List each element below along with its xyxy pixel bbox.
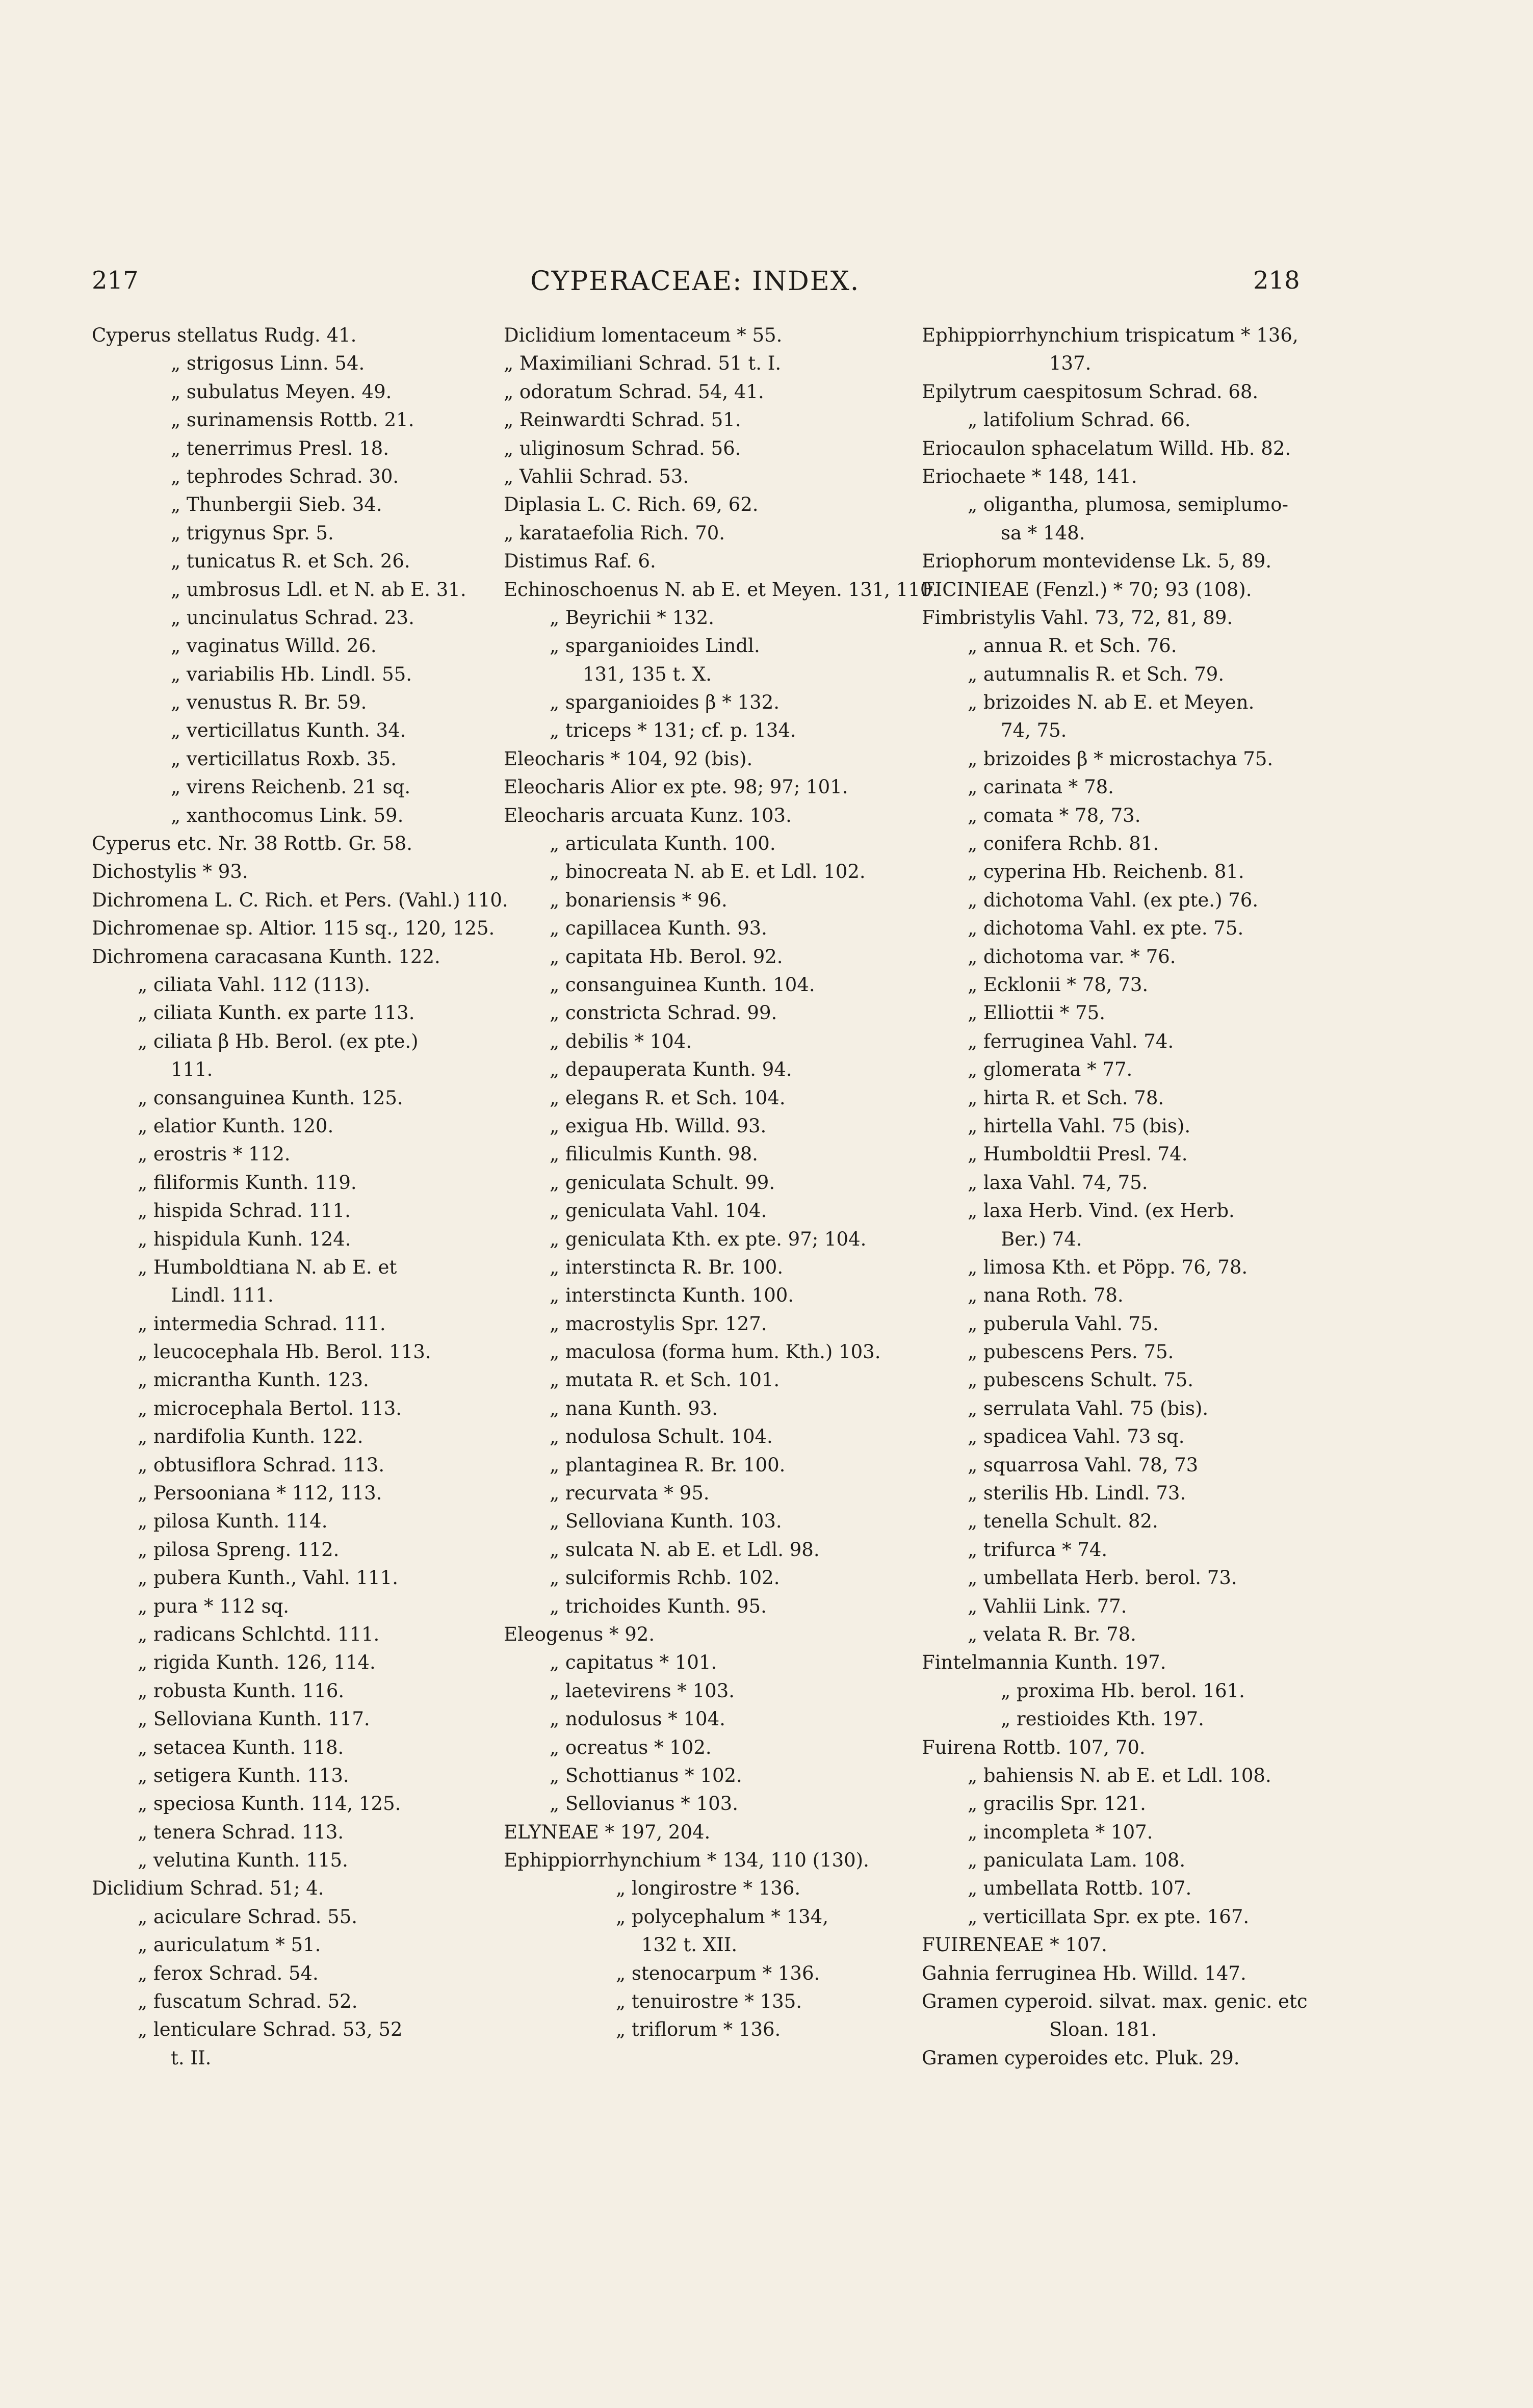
index-entry: „ geniculata Vahl. 104. [550,1200,767,1222]
index-entry: „ nodulosus * 104. [550,1708,725,1730]
index-entry: „ trigynus Spr. 5. [171,522,334,544]
index-entry: „ limosa Kth. et Pöpp. 76, 78. [968,1256,1248,1278]
index-entry: „ pilosa Spreng. 112. [138,1538,340,1561]
index-entry: Eriophorum montevidense Lk. 5, 89. [922,550,1272,573]
index-entry: „ consanguinea Kunth. 104. [550,973,815,996]
index-entry: „ binocreata N. ab E. et Ldl. 102. [550,861,866,883]
index-entry: „ ferox Schrad. 54. [138,1962,319,1984]
index-entry: Dichostylis * 93. [92,861,248,883]
index-entry: „ hirta R. et Sch. 78. [968,1086,1164,1109]
index-entry: Diplasia L. C. Rich. 69, 62. [504,494,759,516]
index-entry: „ ciliata Kunth. ex parte 113. [138,1002,415,1024]
index-entry: „ longirostre * 136. [616,1877,801,1900]
index-entry: „ brizoides β * microstachya 75. [968,747,1274,770]
index-entry: „ odoratum Schrad. 54, 41. [504,380,764,403]
index-entry: „ lenticulare Schrad. 53, 52 [138,2018,403,2041]
index-entry: „ conifera Rchb. 81. [968,833,1159,855]
index-entry: Lindl. 111. [171,1284,274,1307]
index-entry: „ umbrosus Ldl. et N. ab E. 31. [171,578,466,601]
index-entry: „ laxa Vahl. 74, 75. [968,1171,1148,1194]
index-entry: „ oligantha, plumosa, semiplumo- [968,494,1289,516]
index-entry: „ hirtella Vahl. 75 (bis). [968,1115,1191,1137]
index-entry: Sloan. 181. [1049,2018,1157,2041]
index-entry: „ sparganioides Lindl. [550,635,760,657]
index-entry: „ dichotoma var. * 76. [968,945,1176,968]
index-entry: „ ciliata β Hb. Berol. (ex pte.) [138,1030,419,1052]
index-entry: „ tenella Schult. 82. [968,1510,1158,1533]
index-entry: „ uncinulatus Schrad. 23. [171,606,414,629]
index-entry: Eriochaete * 148, 141. [922,465,1137,487]
index-entry: „ Thunbergii Sieb. 34. [171,494,382,516]
index-entry: „ recurvata * 95. [550,1482,710,1505]
index-entry: sa * 148. [1001,522,1085,544]
index-entry: „ squarrosa Vahl. 78, 73 [968,1454,1199,1476]
index-entry: „ maculosa (forma hum. Kth.) 103. [550,1341,881,1363]
index-entry: „ verticillatus Roxb. 35. [171,747,397,770]
index-entry: „ capillacea Kunth. 93. [550,917,767,940]
index-entry: „ obtusiflora Schrad. 113. [138,1454,385,1476]
index-entry: „ interstincta R. Br. 100. [550,1256,784,1278]
index-entry: „ paniculata Lam. 108. [968,1849,1186,1872]
index-entry: „ dichotoma Vahl. ex pte. 75. [968,917,1244,940]
index-entry: „ sulcata N. ab E. et Ldl. 98. [550,1538,820,1561]
index-entry: „ pura * 112 sq. [138,1595,290,1617]
index-entry: t. II. [171,2047,212,2069]
index-entry: „ Sellovianus * 103. [550,1793,738,1815]
index-entry: Fuirena Rottb. 107, 70. [922,1736,1146,1758]
index-entry: FUIRENEAE * 107. [922,1934,1107,1956]
index-entry: „ pubescens Schult. 75. [968,1369,1194,1391]
index-entry: „ radicans Schlchtd. 111. [138,1623,380,1645]
index-entry: „ annua R. et Sch. 76. [968,635,1177,657]
index-entry: „ tunicatus R. et Sch. 26. [171,550,410,573]
index-entry: „ capitata Hb. Berol. 92. [550,945,783,968]
index-entry: „ latifolium Schrad. 66. [968,409,1191,431]
index-entry: Echinoschoenus N. ab E. et Meyen. 131, 110. [504,578,939,601]
index-entry: Eleocharis Alior ex pte. 98; 97; 101. [504,776,848,798]
index-entry: Ber.) 74. [1001,1228,1082,1250]
index-entry: „ Beyrichii * 132. [550,606,715,629]
index-entry: „ venustus R. Br. 59. [171,691,367,714]
index-entry: „ autumnalis R. et Sch. 79. [968,663,1225,685]
index-entry: „ depauperata Kunth. 94. [550,1058,792,1081]
index-entry: „ auriculatum * 51. [138,1934,321,1956]
index-entry: „ articulata Kunth. 100. [550,833,776,855]
index-entry: Ephippiorrhynchium trispicatum * 136, [922,324,1298,346]
index-entry: „ debilis * 104. [550,1030,692,1052]
index-entry: „ setacea Kunth. 118. [138,1736,344,1758]
index-entry: 74, 75. [1001,719,1067,742]
index-entry: Gramen cyperoides etc. Pluk. 29. [922,2047,1240,2069]
index-entry: Dichromenae sp. Altior. 115 sq., 120, 125. [92,917,495,940]
index-entry: Eleogenus * 92. [504,1623,655,1645]
index-entry: FICINIEAE (Fenzl.) * 70; 93 (108). [922,578,1252,601]
left-page-number: 217 [92,266,139,295]
index-entry: Ephippiorrhynchium * 134, 110 (130). [504,1849,869,1872]
index-entry: „ ocreatus * 102. [550,1736,712,1758]
index-entry: Gahnia ferruginea Hb. Willd. 147. [922,1962,1246,1984]
index-entry: „ leucocephala Hb. Berol. 113. [138,1341,431,1363]
index-entry: „ cyperina Hb. Reichenb. 81. [968,861,1244,883]
index-entry: „ surinamensis Rottb. 21. [171,409,414,431]
index-entry: „ robusta Kunth. 116. [138,1679,345,1702]
index-entry: „ Schottianus * 102. [550,1764,742,1786]
index-entry: „ speciosa Kunth. 114, 125. [138,1793,401,1815]
index-entry: „ Ecklonii * 78, 73. [968,973,1149,996]
index-entry: „ Selloviana Kunth. 103. [550,1510,782,1533]
page-title: CYPERACEAE: INDEX. [530,266,860,297]
index-entry: „ brizoides N. ab E. et Meyen. [968,691,1255,714]
index-entry: „ plantaginea R. Br. 100. [550,1454,786,1476]
index-entry: „ interstincta Kunth. 100. [550,1284,794,1307]
index-entry: „ tenerrimus Presl. 18. [171,437,389,459]
index-entry: „ puberula Vahl. 75. [968,1312,1159,1335]
index-entry: „ verticillata Spr. ex pte. 167. [968,1905,1250,1928]
index-column-1 [92,321,520,2072]
index-entry: „ polycephalum * 134, [616,1905,828,1928]
index-entry: „ trifurca * 74. [968,1538,1108,1561]
index-entry: „ constricta Schrad. 99. [550,1002,777,1024]
index-entry: „ strigosus Linn. 54. [171,352,365,375]
index-entry: „ capitatus * 101. [550,1651,717,1674]
index-entry: „ serrulata Vahl. 75 (bis). [968,1397,1209,1419]
index-entry: „ pubera Kunth., Vahl. 111. [138,1567,398,1589]
index-entry: „ Selloviana Kunth. 117. [138,1708,370,1730]
index-entry: „ hispidula Kunh. 124. [138,1228,351,1250]
index-entry: „ Vahlii Schrad. 53. [504,465,689,487]
index-entry: „ bahiensis N. ab E. et Ldl. 108. [968,1764,1271,1786]
index-entry: „ geniculata Kth. ex pte. 97; 104. [550,1228,867,1250]
index-entry: „ triflorum * 136. [616,2018,781,2041]
index-entry: „ velutina Kunth. 115. [138,1849,348,1872]
index-entry: „ filiculmis Kunth. 98. [550,1143,758,1166]
index-entry: „ uliginosum Schrad. 56. [504,437,741,459]
index-entry: „ microcephala Bertol. 113. [138,1397,402,1419]
index-entry: „ pubescens Pers. 75. [968,1341,1174,1363]
index-entry: Cyperus stellatus Rudg. 41. [92,324,357,346]
index-entry: 111. [171,1058,213,1081]
index-entry: „ aciculare Schrad. 55. [138,1905,358,1928]
index-entry: „ stenocarpum * 136. [616,1962,820,1984]
index-column-3 [922,321,1360,2072]
index-entry: „ bonariensis * 96. [550,889,727,911]
index-entry: Fimbristylis Vahl. 73, 72, 81, 89. [922,606,1233,629]
index-entry: „ tenuirostre * 135. [616,1990,802,2013]
index-entry: „ laxa Herb. Vind. (ex Herb. [968,1200,1235,1222]
index-entry: Eleocharis * 104, 92 (bis). [504,747,753,770]
index-entry: „ consanguinea Kunth. 125. [138,1086,403,1109]
index-entry: „ umbellata Herb. berol. 73. [968,1567,1237,1589]
index-entry: 137. [1049,352,1092,375]
index-entry: „ setigera Kunth. 113. [138,1764,349,1786]
index-entry: Gramen cyperoid. silvat. max. genic. etc [922,1990,1308,2013]
index-entry: „ elatior Kunth. 120. [138,1115,334,1137]
right-page-number: 218 [1253,266,1300,295]
index-entry: 131, 135 t. X. [583,663,712,685]
index-entry: Diclidium lomentaceum * 55. [504,324,783,346]
index-entry: „ verticillatus Kunth. 34. [171,719,406,742]
index-column-2 [504,321,939,2044]
index-entry: „ Humboldtii Presl. 74. [968,1143,1188,1166]
index-entry: Fintelmannia Kunth. 197. [922,1651,1166,1674]
index-entry: „ carinata * 78. [968,776,1114,798]
index-entry: „ restioides Kth. 197. [1001,1708,1204,1730]
index-entry: ELYNEAE * 197, 204. [504,1821,711,1843]
index-entry: „ Persooniana * 112, 113. [138,1482,382,1505]
index-entry: „ umbellata Rottb. 107. [968,1877,1192,1900]
index-entry: „ nardifolia Kunth. 122. [138,1426,363,1448]
index-entry: „ fuscatum Schrad. 52. [138,1990,358,2013]
index-entry: „ incompleta * 107. [968,1821,1153,1843]
index-entry: „ triceps * 131; cf. p. 134. [550,719,796,742]
index-entry: „ virens Reichenb. 21 sq. [171,776,411,798]
index-entry: „ xanthocomus Link. 59. [171,804,404,826]
index-entry: Epilytrum caespitosum Schrad. 68. [922,380,1259,403]
index-entry: „ Maximiliani Schrad. 51 t. I. [504,352,782,375]
index-entry: „ subulatus Meyen. 49. [171,380,392,403]
index-entry: „ glomerata * 77. [968,1058,1133,1081]
index-entry: 132 t. XII. [641,1934,738,1956]
index-entry: „ macrostylis Spr. 127. [550,1312,767,1335]
index-entry: „ pilosa Kunth. 114. [138,1510,328,1533]
index-entry: „ nana Roth. 78. [968,1284,1124,1307]
index-entry: „ dichotoma Vahl. (ex pte.) 76. [968,889,1259,911]
index-entry: Cyperus etc. Nr. 38 Rottb. Gr. 58. [92,833,413,855]
index-entry: Diclidium Schrad. 51; 4. [92,1877,324,1900]
index-entry: Eleocharis arcuata Kunz. 103. [504,804,792,826]
index-entry: „ mutata R. et Sch. 101. [550,1369,780,1391]
index-entry: „ sulciformis Rchb. 102. [550,1567,780,1589]
index-entry: „ tephrodes Schrad. 30. [171,465,399,487]
index-entry: „ Humboldtiana N. ab E. et [138,1256,397,1278]
index-entry: „ vaginatus Willd. 26. [171,635,377,657]
index-entry: „ rigida Kunth. 126, 114. [138,1651,376,1674]
index-entry: „ sparganioides β * 132. [550,691,780,714]
index-entry: „ variabilis Hb. Lindl. 55. [171,663,412,685]
index-entry: „ gracilis Spr. 121. [968,1793,1146,1815]
index-entry: Dichromena caracasana Kunth. 122. [92,945,440,968]
index-entry: „ micrantha Kunth. 123. [138,1369,369,1391]
index-entry: „ erostris * 112. [138,1143,291,1166]
index-entry: „ Vahlii Link. 77. [968,1595,1127,1617]
index-entry: „ comata * 78, 73. [968,804,1141,826]
index-entry: „ ferruginea Vahl. 74. [968,1030,1174,1052]
index-entry: „ geniculata Schult. 99. [550,1171,775,1194]
index-entry: Dichromena L. C. Rich. et Pers. (Vahl.) 110. [92,889,508,911]
index-entry: „ exigua Hb. Willd. 93. [550,1115,767,1137]
index-entry: „ sterilis Hb. Lindl. 73. [968,1482,1186,1505]
index-entry: „ nana Kunth. 93. [550,1397,718,1419]
index-entry: Eriocaulon sphacelatum Willd. Hb. 82. [922,437,1291,459]
index-entry: „ nodulosa Schult. 104. [550,1426,773,1448]
index-entry: „ laetevirens * 103. [550,1679,735,1702]
index-entry: „ Reinwardti Schrad. 51. [504,409,741,431]
index-entry: „ karataefolia Rich. 70. [504,522,725,544]
index-entry: „ intermedia Schrad. 111. [138,1312,386,1335]
index-entry: „ elegans R. et Sch. 104. [550,1086,786,1109]
index-entry: „ velata R. Br. 78. [968,1623,1136,1645]
index-entry: „ ciliata Vahl. 112 (113). [138,973,371,996]
index-entry: „ Elliottii * 75. [968,1002,1105,1024]
index-entry: „ trichoides Kunth. 95. [550,1595,767,1617]
index-entry: „ proxima Hb. berol. 161. [1001,1679,1245,1702]
index-entry: „ filiformis Kunth. 119. [138,1171,357,1194]
index-entry: „ tenera Schrad. 113. [138,1821,344,1843]
index-entry: „ spadicea Vahl. 73 sq. [968,1426,1185,1448]
index-entry: Distimus Raf. 6. [504,550,656,573]
index-entry: „ hispida Schrad. 111. [138,1200,351,1222]
